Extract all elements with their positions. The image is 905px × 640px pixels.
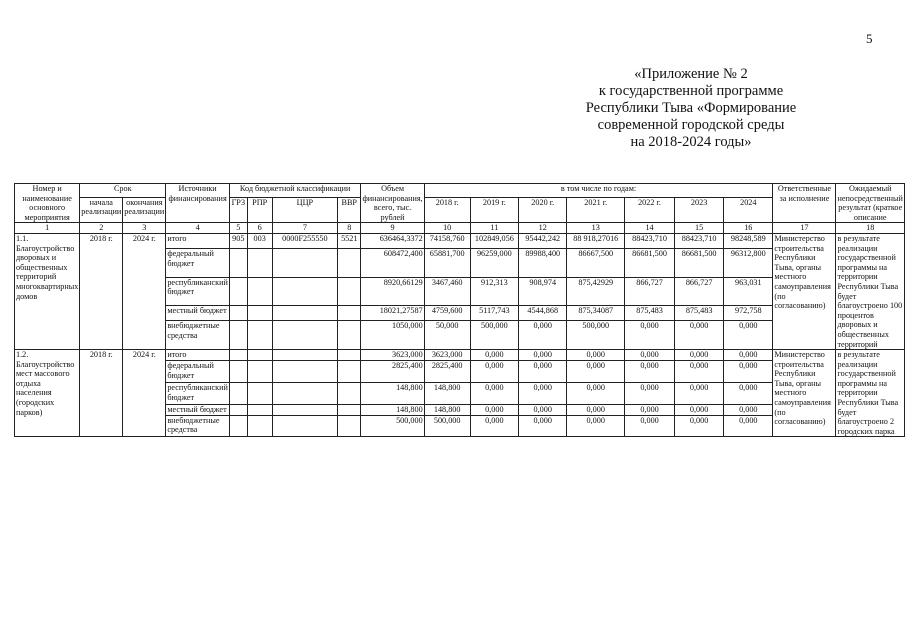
expected-result: в результате реализации государственной программы на территории Республики Тыва будет благоустроено 100 процентов дворовых и общественных территорий — [836, 233, 905, 349]
total-volume: 148,800 — [361, 382, 424, 404]
appendix-line: современной городской среды — [597, 117, 785, 133]
column-number: 5 — [229, 223, 247, 234]
header-2021: 2021 г. — [567, 197, 625, 223]
header-row — [15, 197, 905, 223]
year-value: 98248,589 — [724, 233, 773, 248]
header-responsible: Ответственные за исполнение — [773, 184, 836, 223]
code-vvr-empty — [338, 382, 361, 404]
term-end: 2024 г. — [123, 233, 166, 349]
year-value: 65881,700 — [424, 249, 470, 278]
header-rpr: РПР — [247, 197, 272, 223]
code-csr-empty — [272, 277, 337, 306]
year-value: 0,000 — [470, 415, 518, 437]
header-num: Номер и наименование основного мероприятия — [15, 184, 80, 223]
year-value: 0,000 — [519, 361, 567, 383]
code-csr — [272, 350, 337, 361]
code-csr-empty — [272, 249, 337, 278]
year-value: 0,000 — [724, 361, 773, 383]
year-value: 0,000 — [724, 415, 773, 437]
code-vvr-empty — [338, 277, 361, 306]
code-grz-empty — [229, 404, 247, 415]
year-value: 500,000 — [567, 321, 625, 350]
year-value: 0,000 — [519, 404, 567, 415]
page-number: 5 — [866, 31, 873, 46]
code-vvr-empty — [338, 404, 361, 415]
code-grz-empty — [229, 415, 247, 437]
year-value: 0,000 — [519, 415, 567, 437]
year-value: 0,000 — [724, 321, 773, 350]
code-rpr-empty — [247, 415, 272, 437]
code-csr-empty — [272, 404, 337, 415]
year-value: 0,000 — [567, 404, 625, 415]
year-value: 89988,400 — [519, 249, 567, 278]
code-grz: 905 — [229, 233, 247, 248]
year-value: 4759,600 — [424, 306, 470, 321]
code-rpr-empty — [247, 382, 272, 404]
code-vvr — [338, 350, 361, 361]
year-value: 50,000 — [424, 321, 470, 350]
header-2023: 2023 — [675, 197, 724, 223]
year-value: 866,727 — [625, 277, 675, 306]
funding-source: федеральный бюджет — [166, 249, 230, 278]
year-value: 500,000 — [470, 321, 518, 350]
column-number: 1 — [15, 223, 80, 234]
year-value: 0,000 — [470, 404, 518, 415]
code-grz-empty — [229, 249, 247, 278]
header-2024: 2024 — [724, 197, 773, 223]
code-csr-empty — [272, 306, 337, 321]
year-value: 0,000 — [567, 361, 625, 383]
funding-source: итого — [166, 350, 230, 361]
responsible: Министерство строительства Республики Тыва, органы местного самоуправления (по согласованию) — [773, 233, 836, 349]
code-grz-empty — [229, 306, 247, 321]
expected-result: в результате реализации государственной программы на территории Республики Тыва будет благоустроено 2 городских парка — [836, 350, 905, 437]
year-value: 88423,710 — [625, 233, 675, 248]
program-table — [14, 183, 905, 437]
column-number: 3 — [123, 223, 166, 234]
year-value: 963,031 — [724, 277, 773, 306]
year-value: 0,000 — [470, 382, 518, 404]
header-grz: ГРЗ — [229, 197, 247, 223]
code-vvr-empty — [338, 321, 361, 350]
column-number: 7 — [272, 223, 337, 234]
column-number: 2 — [80, 223, 123, 234]
year-value: 0,000 — [625, 415, 675, 437]
table-row — [15, 233, 905, 248]
year-value: 148,800 — [424, 404, 470, 415]
appendix-line: к государственной программе — [598, 83, 784, 99]
code-csr-empty — [272, 321, 337, 350]
code-grz-empty — [229, 321, 247, 350]
year-value: 875,42929 — [567, 277, 625, 306]
column-number: 16 — [724, 223, 773, 234]
appendix-line: на 2018-2024 годы» — [630, 134, 752, 150]
year-value: 0,000 — [625, 321, 675, 350]
code-rpr-empty — [247, 306, 272, 321]
header-result: Ожидаемый непосредственный результат (краткое описание — [837, 184, 903, 222]
year-value: 0,000 — [567, 350, 625, 361]
year-value: 0,000 — [724, 404, 773, 415]
year-value: 0,000 — [470, 350, 518, 361]
year-value: 102849,056 — [470, 233, 518, 248]
year-value: 88 918,27016 — [567, 233, 625, 248]
funding-source: итого — [166, 233, 230, 248]
code-grz-empty — [229, 382, 247, 404]
year-value: 96312,800 — [724, 249, 773, 278]
year-value: 0,000 — [675, 404, 724, 415]
code-grz-empty — [229, 361, 247, 383]
code-csr-empty — [272, 382, 337, 404]
year-value: 74158,760 — [424, 233, 470, 248]
header-2018: 2018 г. — [424, 197, 470, 223]
appendix-line: «Приложение № 2 — [634, 66, 748, 82]
year-value: 0,000 — [519, 321, 567, 350]
column-number: 4 — [166, 223, 230, 234]
column-number: 12 — [519, 223, 567, 234]
column-number: 13 — [567, 223, 625, 234]
funding-source: внебюджетные средства — [166, 321, 230, 350]
table-body — [15, 184, 905, 437]
column-number: 8 — [338, 223, 361, 234]
column-number: 18 — [836, 223, 905, 234]
header-term: Срок — [80, 184, 166, 198]
year-value: 4544,868 — [519, 306, 567, 321]
year-value: 0,000 — [675, 361, 724, 383]
year-value: 875,34087 — [567, 306, 625, 321]
code-vvr-empty — [338, 306, 361, 321]
year-value: 875,483 — [675, 306, 724, 321]
year-value: 0,000 — [724, 382, 773, 404]
year-value: 912,313 — [470, 277, 518, 306]
term-start: 2018 г. — [80, 350, 123, 437]
year-value: 0,000 — [675, 321, 724, 350]
total-volume: 148,800 — [361, 404, 424, 415]
code-grz-empty — [229, 277, 247, 306]
year-value: 972,758 — [724, 306, 773, 321]
code-csr-empty — [272, 415, 337, 437]
code-rpr — [247, 350, 272, 361]
column-number: 11 — [470, 223, 518, 234]
column-number: 17 — [773, 223, 836, 234]
year-value: 0,000 — [567, 415, 625, 437]
total-volume: 636464,3372 — [361, 233, 424, 248]
code-rpr: 003 — [247, 233, 272, 248]
column-number: 6 — [247, 223, 272, 234]
funding-source: местный бюджет — [166, 404, 230, 415]
year-value: 866,727 — [675, 277, 724, 306]
total-volume: 8920,66129 — [361, 277, 424, 306]
year-value: 0,000 — [519, 350, 567, 361]
year-value: 0,000 — [470, 361, 518, 383]
year-value: 5117,743 — [470, 306, 518, 321]
header-2022: 2022 г. — [625, 197, 675, 223]
funding-source: внебюджетные средства — [166, 415, 230, 437]
year-value: 0,000 — [625, 361, 675, 383]
year-value: 500,000 — [424, 415, 470, 437]
header-sources: Источники финансирования — [166, 184, 230, 223]
year-value: 86681,500 — [625, 249, 675, 278]
code-vvr-empty — [338, 249, 361, 278]
code-rpr-empty — [247, 361, 272, 383]
header-budget-code: Код бюджетной классификации — [229, 184, 361, 198]
year-value: 86667,500 — [567, 249, 625, 278]
code-csr-empty — [272, 361, 337, 383]
header-vvr: ВВР — [338, 197, 361, 223]
total-volume: 2825,400 — [361, 361, 424, 383]
year-value: 3623,000 — [424, 350, 470, 361]
code-rpr-empty — [247, 404, 272, 415]
funding-source: республиканский бюджет — [166, 382, 230, 404]
year-value: 2825,400 — [424, 361, 470, 383]
year-value: 875,483 — [625, 306, 675, 321]
year-value: 908,974 — [519, 277, 567, 306]
column-number: 10 — [424, 223, 470, 234]
header-csr: ЦЦР — [272, 197, 337, 223]
year-value: 0,000 — [675, 382, 724, 404]
funding-source: местный бюджет — [166, 306, 230, 321]
total-volume: 18021,27587 — [361, 306, 424, 321]
funding-source: республиканский бюджет — [166, 277, 230, 306]
column-number-row — [15, 223, 905, 234]
code-vvr-empty — [338, 415, 361, 437]
code-grz — [229, 350, 247, 361]
column-number: 15 — [675, 223, 724, 234]
code-csr: 0000F255550 — [272, 233, 337, 248]
header-2020: 2020 г. — [519, 197, 567, 223]
responsible: Министерство строительства Республики Тыва, органы местного самоуправления (по согласованию) — [773, 350, 836, 437]
year-value: 86681,500 — [675, 249, 724, 278]
total-volume: 500,000 — [361, 415, 424, 437]
year-value: 0,000 — [519, 382, 567, 404]
header-volume: Объем финансирования, всего, тыс. рублей — [362, 184, 423, 222]
year-value: 96259,000 — [470, 249, 518, 278]
year-value: 0,000 — [724, 350, 773, 361]
year-value: 95442,242 — [519, 233, 567, 248]
appendix-heading — [560, 66, 822, 151]
year-value: 0,000 — [625, 382, 675, 404]
header-row — [15, 184, 905, 198]
total-volume: 608472,400 — [361, 249, 424, 278]
year-value: 0,000 — [675, 350, 724, 361]
code-vvr: 5521 — [338, 233, 361, 248]
activity-name: 1.1. Благоустройство дворовых и общественных территорий многоквартирных домов — [15, 233, 80, 349]
year-value: 0,000 — [567, 382, 625, 404]
table-row — [15, 350, 905, 361]
activity-name: 1.2. Благоустройство мест массового отдыха населения (городских парков) — [15, 350, 80, 437]
year-value: 0,000 — [675, 415, 724, 437]
funding-source: федеральный бюджет — [166, 361, 230, 383]
column-number: 14 — [625, 223, 675, 234]
header-by-years: в том числе по годам: — [424, 184, 773, 198]
code-vvr-empty — [338, 361, 361, 383]
code-rpr-empty — [247, 277, 272, 306]
year-value: 148,800 — [424, 382, 470, 404]
header-term-start: начала реализации — [80, 197, 123, 223]
header-2019: 2019 г. — [470, 197, 518, 223]
code-rpr-empty — [247, 249, 272, 278]
total-volume: 1050,000 — [361, 321, 424, 350]
appendix-line: Республики Тыва «Формирование — [585, 100, 797, 116]
term-end: 2024 г. — [123, 350, 166, 437]
total-volume: 3623,000 — [361, 350, 424, 361]
column-number: 9 — [361, 223, 424, 234]
term-start: 2018 г. — [80, 233, 123, 349]
year-value: 0,000 — [625, 404, 675, 415]
code-rpr-empty — [247, 321, 272, 350]
year-value: 3467,460 — [424, 277, 470, 306]
year-value: 88423,710 — [675, 233, 724, 248]
header-term-end: окончания реализации — [123, 197, 166, 223]
year-value: 0,000 — [625, 350, 675, 361]
